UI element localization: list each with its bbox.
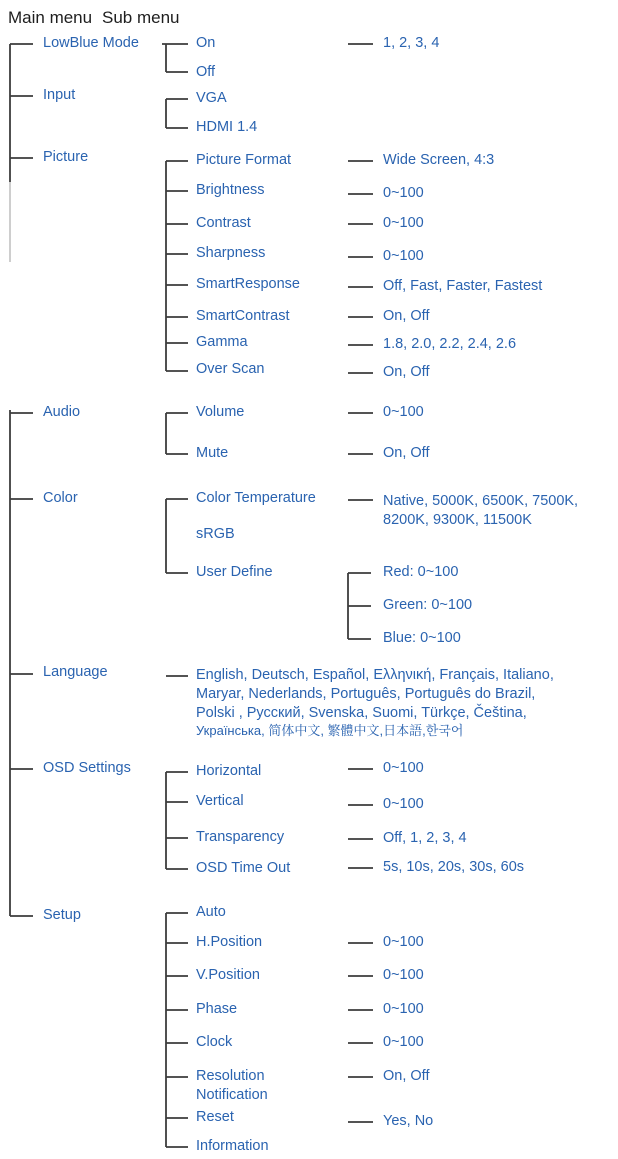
menu-item-lowblue-mode: LowBlue Mode	[43, 35, 139, 51]
submenu-picture-format: Picture Format	[196, 152, 292, 168]
value-smartcontrast: On, Off	[383, 308, 430, 324]
value-resolution-notification: On, Off	[383, 1068, 430, 1084]
value-v-position: 0~100	[383, 967, 424, 983]
value-gamma: 1.8, 2.0, 2.2, 2.4, 2.6	[383, 336, 517, 352]
submenu-clock: Clock	[196, 1034, 233, 1050]
submenu-lowblue-off: Off	[196, 64, 216, 80]
menu-item-setup: Setup	[43, 907, 81, 923]
menu-item-language: Language	[43, 664, 108, 680]
value-sharpness: 0~100	[383, 248, 424, 264]
submenu-information: Information	[196, 1138, 269, 1154]
value-lowblue-levels: 1, 2, 3, 4	[383, 35, 440, 51]
submenu-srgb: sRGB	[196, 526, 235, 542]
submenu-color-temperature: Color Temperature	[196, 490, 316, 506]
value-volume: 0~100	[383, 404, 424, 420]
language-list-line3: Polski , Русский, Svenska, Suomi, Türkçe, Čeština,	[196, 705, 527, 721]
sub-menu-header: Sub menu	[102, 8, 180, 27]
submenu-resolution-line2: Notification	[196, 1087, 268, 1103]
submenu-input-hdmi: HDMI 1.4	[196, 119, 258, 135]
submenu-input-vga: VGA	[196, 90, 227, 106]
submenu-auto: Auto	[196, 904, 226, 920]
value-color-temperature-line1: Native, 5000K, 6500K, 7500K,	[383, 493, 579, 509]
main-menu-header: Main menu	[8, 8, 93, 27]
submenu-osd-timeout: OSD Time Out	[196, 860, 291, 876]
value-brightness: 0~100	[383, 185, 424, 201]
menu-item-input: Input	[43, 87, 76, 103]
submenu-brightness: Brightness	[196, 182, 265, 198]
submenu-overscan: Over Scan	[196, 361, 265, 377]
language-list-line2: Maryar, Nederlands, Português, Português do Brazil,	[196, 686, 536, 702]
value-h-position: 0~100	[383, 934, 424, 950]
value-vertical: 0~100	[383, 796, 424, 812]
value-color-temperature-line2: 8200K, 9300K, 11500K	[383, 512, 532, 528]
menu-item-osd-settings: OSD Settings	[43, 760, 131, 776]
submenu-contrast: Contrast	[196, 215, 251, 231]
value-red: Red: 0~100	[383, 564, 459, 580]
value-horizontal: 0~100	[383, 760, 424, 776]
submenu-v-position: V.Position	[196, 967, 260, 983]
menu-item-color: Color	[43, 490, 78, 506]
value-contrast: 0~100	[383, 215, 424, 231]
submenu-phase: Phase	[196, 1001, 238, 1017]
submenu-reset: Reset	[196, 1109, 234, 1125]
submenu-h-position: H.Position	[196, 934, 263, 950]
menu-item-picture: Picture	[43, 149, 89, 165]
submenu-user-define: User Define	[196, 564, 273, 580]
submenu-sharpness: Sharpness	[196, 245, 266, 261]
value-blue: Blue: 0~100	[383, 630, 461, 646]
submenu-transparency: Transparency	[196, 829, 285, 845]
submenu-gamma: Gamma	[196, 334, 248, 350]
language-list-line1: English, Deutsch, Español, Ελληνική, Français, Italiano,	[196, 667, 554, 683]
submenu-resolution-line1: Resolution	[196, 1068, 265, 1084]
submenu-vertical: Vertical	[196, 793, 244, 809]
menu-item-audio: Audio	[43, 404, 81, 420]
submenu-smartcontrast: SmartContrast	[196, 308, 290, 324]
value-smartresponse: Off, Fast, Faster, Fastest	[383, 278, 543, 294]
value-reset: Yes, No	[383, 1113, 434, 1129]
value-osd-timeout: 5s, 10s, 20s, 30s, 60s	[383, 859, 525, 875]
submenu-lowblue-on: On	[196, 35, 216, 51]
value-picture-format: Wide Screen, 4:3	[383, 152, 495, 168]
value-clock: 0~100	[383, 1034, 424, 1050]
value-mute: On, Off	[383, 445, 430, 461]
submenu-horizontal: Horizontal	[196, 763, 262, 779]
value-transparency: Off, 1, 2, 3, 4	[383, 830, 467, 846]
submenu-mute: Mute	[196, 445, 229, 461]
submenu-volume: Volume	[196, 404, 245, 420]
value-overscan: On, Off	[383, 364, 430, 380]
value-phase: 0~100	[383, 1001, 424, 1017]
language-list-line4: Українська, 简体中文, 繁體中文,日本語,한국어	[196, 723, 464, 738]
submenu-smartresponse: SmartResponse	[196, 276, 300, 292]
value-green: Green: 0~100	[383, 597, 473, 613]
